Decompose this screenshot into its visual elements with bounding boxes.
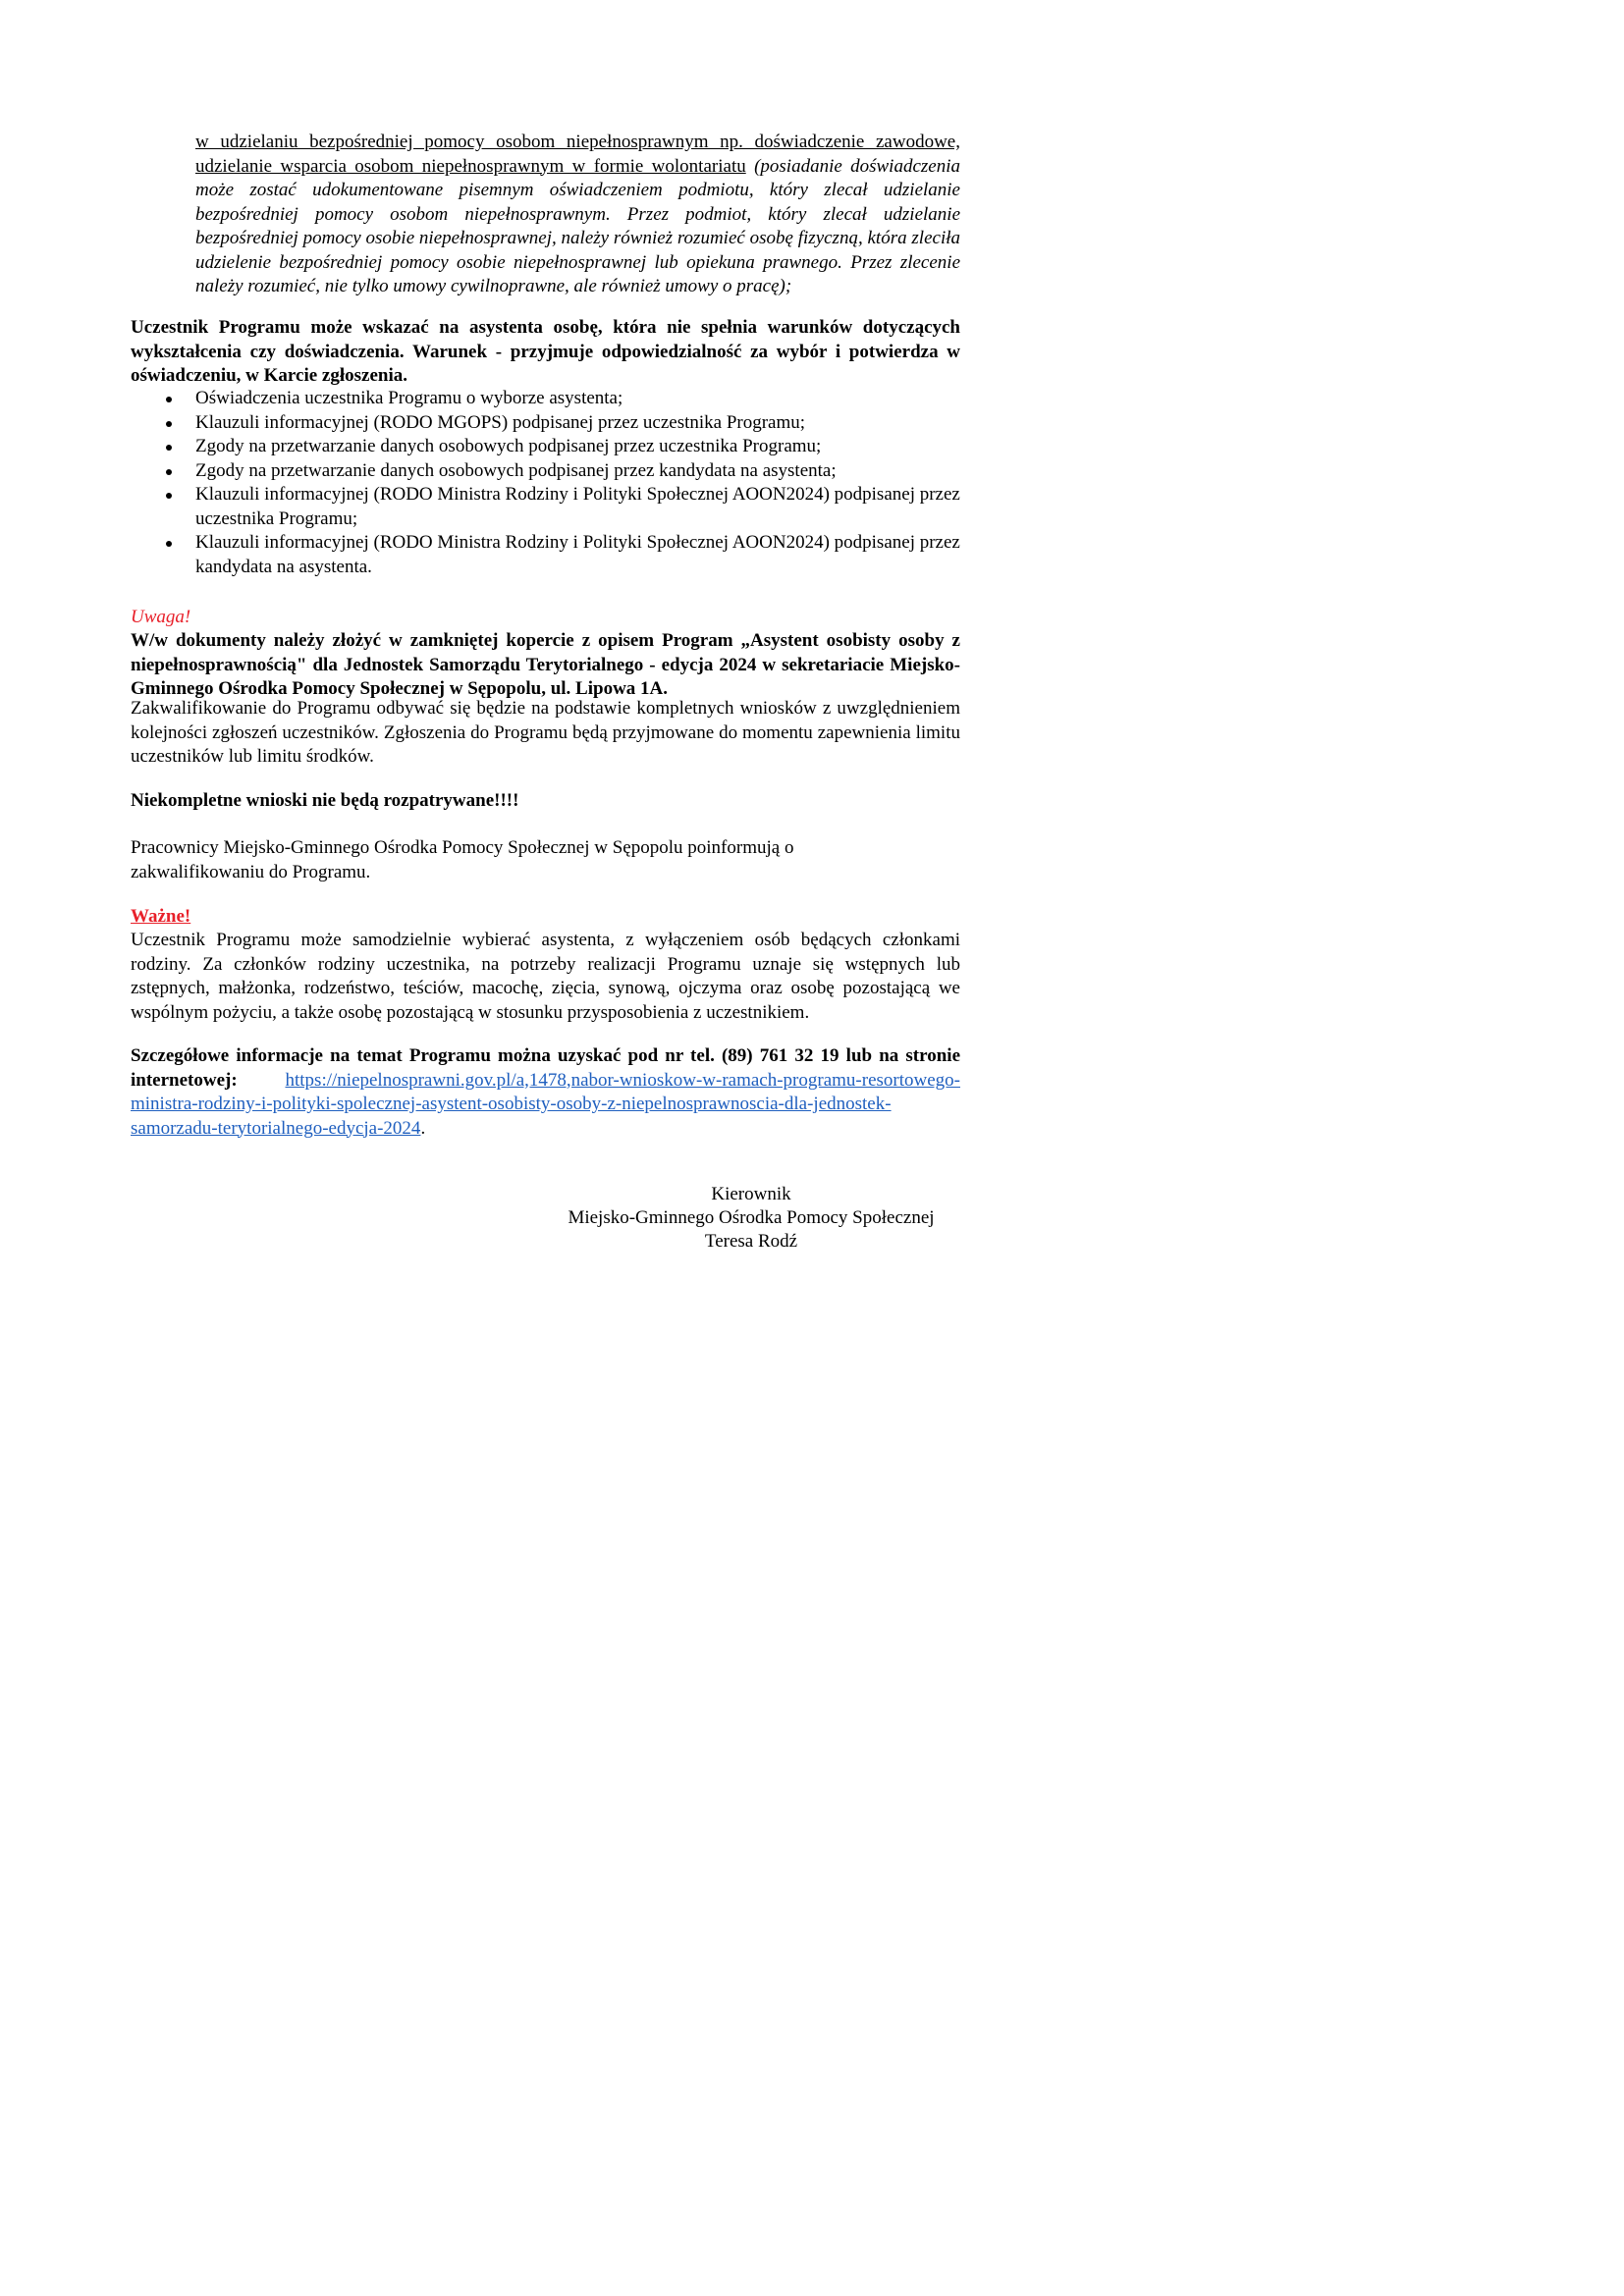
intro-underlined-text: w udzielaniu bezpośredniej pomocy osobom niepełnosprawnym np. doświadczenie zawodowe, udzielanie wsparcia osobom niepełnosprawnym w formie wolontariatu xyxy=(195,132,960,177)
notice-text: Zakwalifikowanie do Programu odbywać się będzie na podstawie kompletnych wniosków z uwzględnieniem kolejności zgłoszeń uczestników. Zgłoszenia do Programu będą przyjmowane do momentu zapewnienia limitu uczestników lub limitu środków. xyxy=(131,698,960,767)
contact-bold-text: Szczegółowe informacje na temat Programu można uzyskać pod nr tel. (89) 761 32 19 lub na stronie internetowej: xyxy=(131,1045,960,1091)
notice-bold-text: W/w dokumenty należy złożyć w zamkniętej kopercie z opisem Program „Asystent osobisty osoby z niepełnosprawnością" dla Jednostek Samorządu Terytorialnego - edycja 2024 w sekretariacie Miejsko-Gminnego Ośrodka Pomocy Społecznej w Sępopolu, ul. Lipowa 1A. xyxy=(131,630,960,699)
notice-heading: Uwaga! xyxy=(131,607,191,627)
list-item: Oświadczenia uczestnika Programu o wyborze asystenta; xyxy=(131,387,960,411)
signature-name: Teresa Rodź xyxy=(704,1231,798,1252)
intro-paragraph xyxy=(195,131,960,299)
document-page xyxy=(0,0,1083,1531)
list-item: Zgody na przetwarzanie danych osobowych podpisanej przez uczestnika Programu; xyxy=(131,435,960,459)
documents-list xyxy=(131,387,960,579)
list-item: Klauzuli informacyjnej (RODO Ministra Rodziny i Polityki Społecznej AOON2024) podpisanej przez uczestnika Programu; xyxy=(131,483,960,531)
participant-note: Uczestnik Programu może wskazać na asystenta osobę, która nie spełnia warunków dotyczących wykształcenia czy doświadczenia. Warunek - przyjmuje odpowiedzialność za wybór i potwierdza w oświadczeniu, w Karcie zgłoszenia. xyxy=(131,317,960,386)
list-item: Klauzuli informacyjnej (RODO Ministra Rodziny i Polityki Społecznej AOON2024) podpisanej przez kandydata na asystenta. xyxy=(131,531,960,579)
incomplete-warning: Niekompletne wnioski nie będą rozpatrywane!!!! xyxy=(131,790,519,811)
contact-paragraph xyxy=(131,1044,960,1141)
contact-end: . xyxy=(420,1117,426,1139)
important-text: Uczestnik Programu może samodzielnie wybierać asystenta, z wyłączeniem osób będących członkami rodziny. Za członków rodziny uczestnika, na potrzeby realizacji Programu uznaje się wstępnych lub zstępnych, małżonka, rodzeństwo, teściów, macochę, zięcia, synową, ojczyma oraz osobę pozostającą we wspólnym pożyciu, a także osobę pozostającą w stosunku przysposobienia z uczestnikiem. xyxy=(131,930,960,1023)
staff-info: Pracownicy Miejsko-Gminnego Ośrodka Pomocy Społecznej w Sępopolu poinformują o zakwalifikowaniu do Programu. xyxy=(131,837,794,882)
list-item: Zgody na przetwarzanie danych osobowych podpisanej przez kandydata na asystenta; xyxy=(131,459,960,484)
list-item: Klauzuli informacyjnej (RODO MGOPS) podpisanej przez uczestnika Programu; xyxy=(131,411,960,436)
important-heading: Ważne! xyxy=(131,906,191,927)
signature-title: Kierownik xyxy=(711,1184,791,1204)
intro-italic-text: (posiadanie doświadczenia może zostać udokumentowane pisemnym oświadczeniem podmiotu, który zlecał udzielanie bezpośredniej pomocy osobom niepełnosprawnym. Przez podmiot, który zlecał udzielanie bezpośredniej pomocy osobie niepełnosprawnej, należy również rozumieć osobę fizyczną, która zleciła udzielenie bezpośredniej pomocy osobie niepełnosprawnej lub opiekuna prawnego. Przez zlecenie należy rozumieć, nie tylko umowy cywilnoprawne, ale również umowy o pracę); xyxy=(195,155,960,296)
signature-institution: Miejsko-Gminnego Ośrodka Pomocy Społecznej xyxy=(568,1207,935,1228)
program-website-link[interactable]: https://niepelnosprawni.gov.pl/a,1478,nabor-wnioskow-w-ramach-programu-resortowego-ministra-rodziny-i-polityki-spolecznej-asystent-osobisty-osoby-z-niepelnosprawnoscia-dla-jednostek-samorzadu-terytorialnego-edycja-2024 xyxy=(131,1069,960,1139)
